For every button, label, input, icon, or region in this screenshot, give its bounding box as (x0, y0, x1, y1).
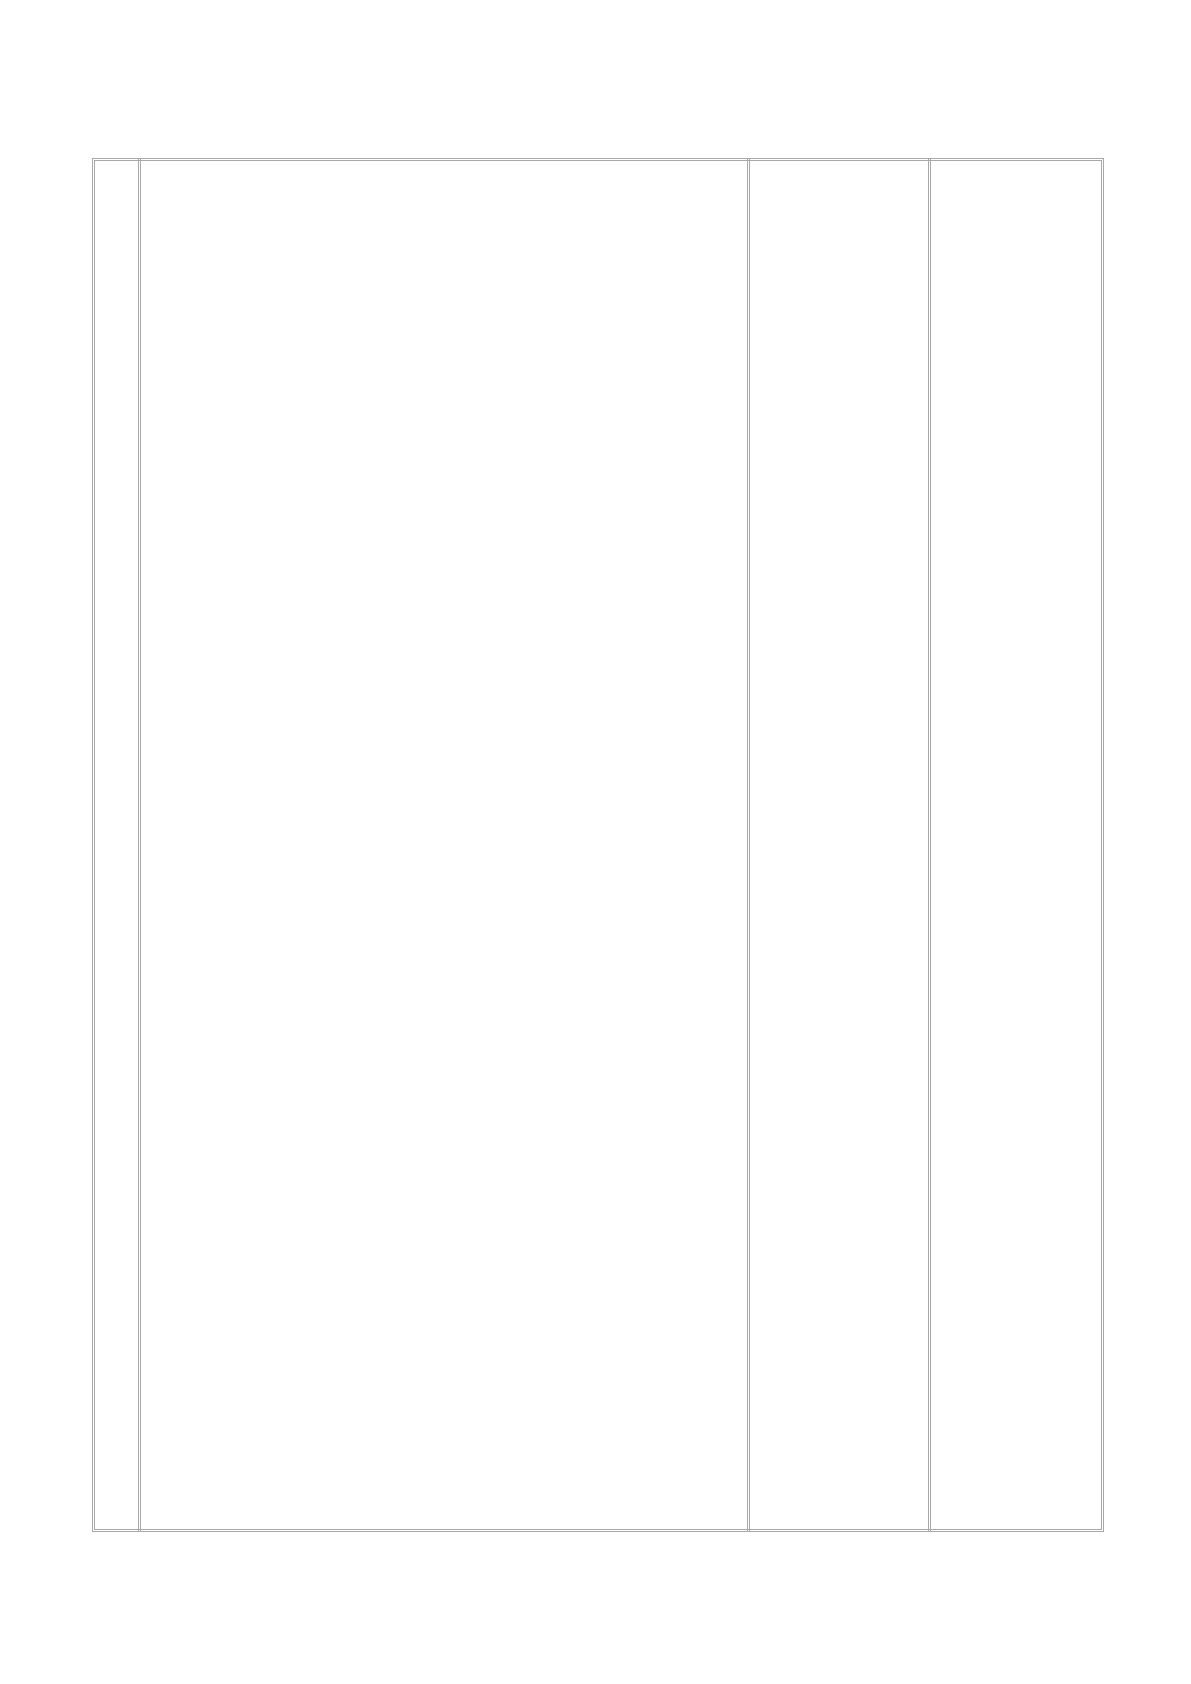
column-divider-1 (138, 158, 141, 1532)
lesson-table (92, 158, 1104, 1532)
column-divider-3 (928, 158, 931, 1532)
column-divider-2 (747, 158, 750, 1532)
table-outer-border (92, 158, 1104, 1532)
